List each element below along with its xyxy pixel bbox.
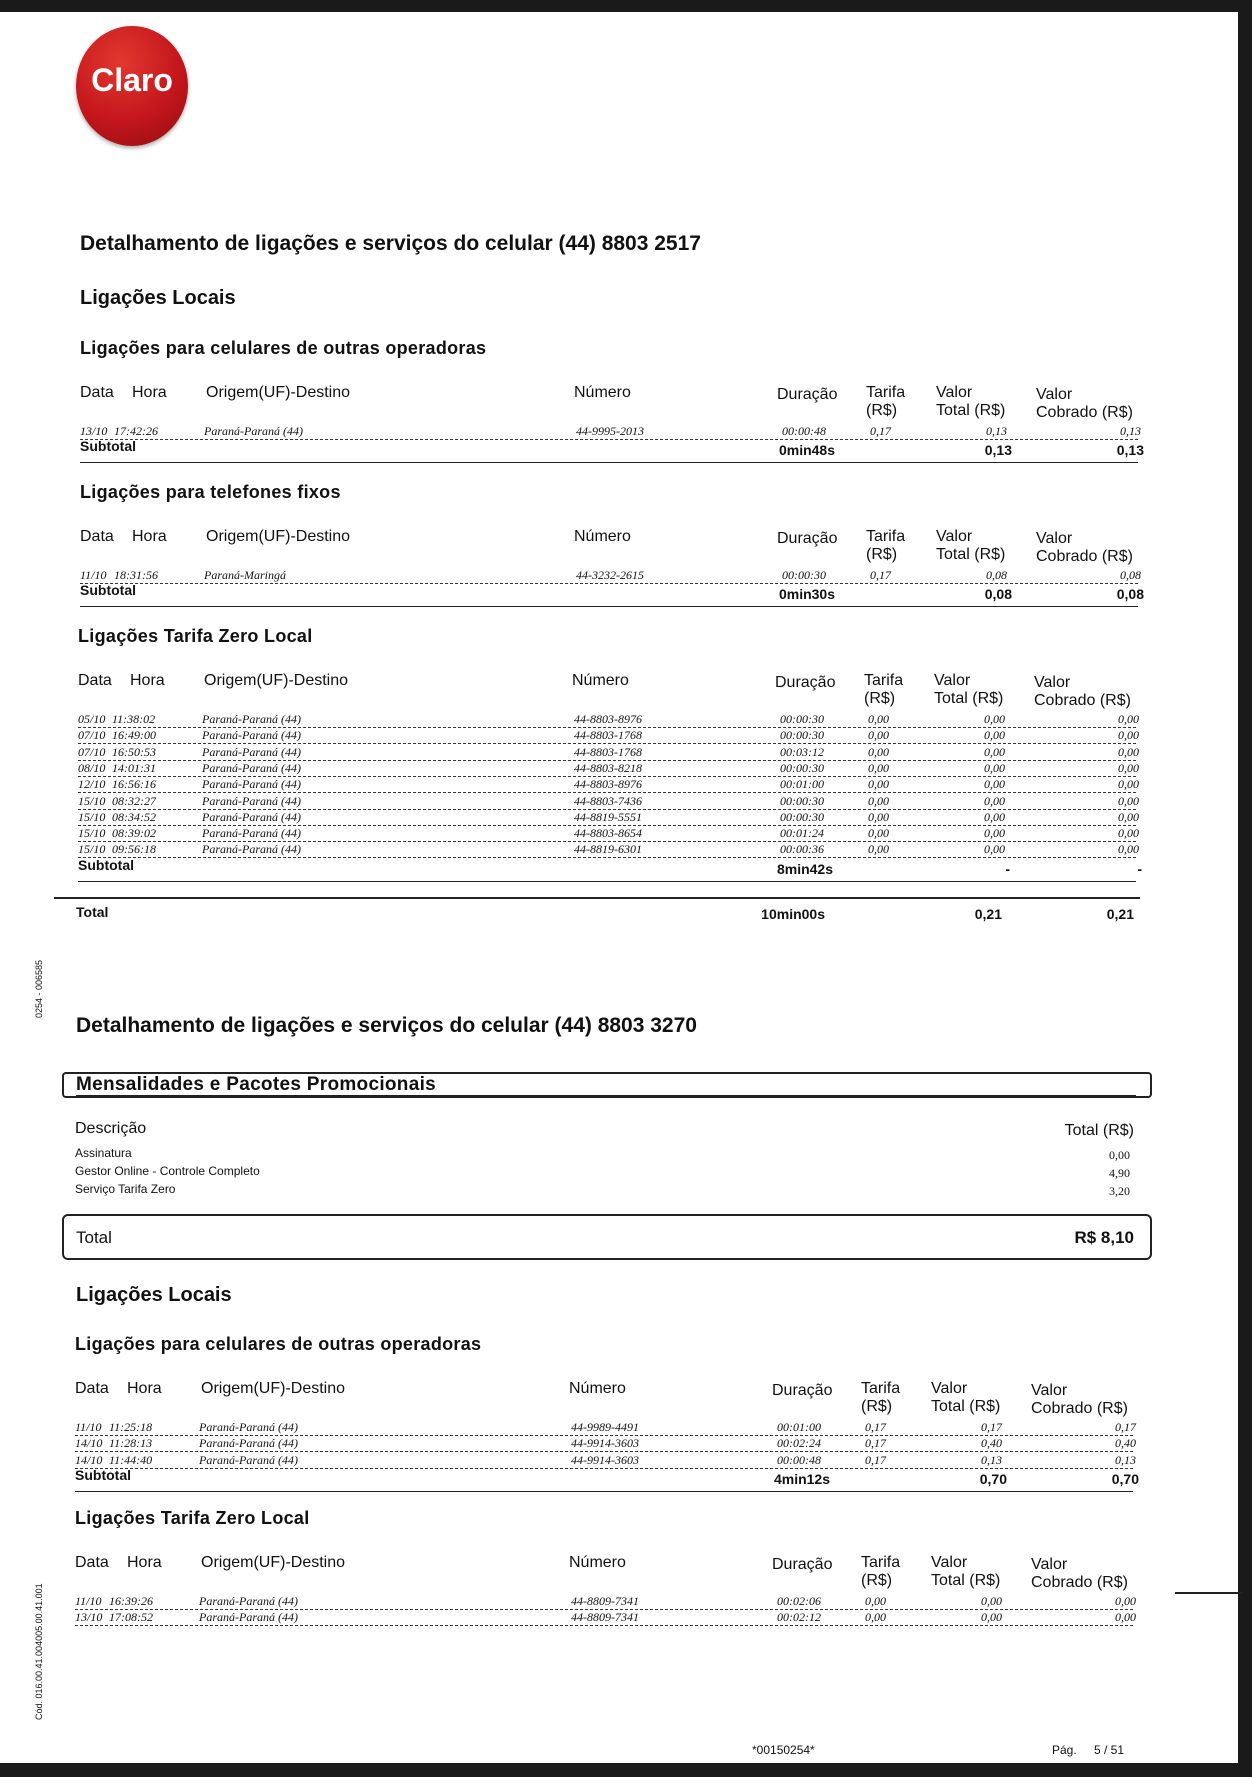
col-hora: Hora — [132, 384, 167, 401]
cell-origem: Paraná-Paraná (44) — [202, 728, 301, 743]
cell-duracao: 00:00:30 — [780, 793, 824, 808]
mensal-item-value: 4,90 — [1109, 1166, 1130, 1180]
col-valor-total-unit: Total (R$) — [936, 402, 1006, 419]
mensal-total-value: R$ 8,10 — [1074, 1228, 1134, 1247]
cell-duracao: 00:01:00 — [777, 1420, 821, 1434]
col-data: Data — [75, 1380, 109, 1397]
subtotal-duracao: 8min42s — [776, 860, 833, 877]
cell-tarifa: 0,17 — [865, 1436, 886, 1451]
col-data: Data — [78, 672, 112, 689]
cell-data: 11/10 — [75, 1420, 102, 1434]
table-row — [78, 760, 1139, 777]
cell-hora: 08:39:02 — [112, 826, 156, 841]
cell-data: 15/10 — [78, 842, 106, 857]
cell-vt: 0,00 — [984, 809, 1005, 824]
cell-duracao: 00:00:36 — [780, 842, 824, 857]
cell-vc: 0,00 — [1118, 809, 1139, 824]
table-row — [75, 1452, 1136, 1469]
sec1-total-duracao: 10min00s — [761, 906, 825, 922]
mensal-item-value: 3,20 — [1109, 1184, 1130, 1198]
col-valor-cobrado: Valor — [1036, 530, 1073, 547]
subtotal-vt: 0,70 — [979, 1470, 1007, 1487]
scan-border-bottom — [0, 1763, 1252, 1777]
cell-numero: 44-8809-7341 — [571, 1610, 639, 1625]
mensal-item-value: 0,00 — [1109, 1148, 1130, 1162]
col-tarifa-unit: (R$) — [866, 546, 898, 563]
section1-local-title: Ligações Locais — [80, 287, 236, 309]
cell-vt: 0,00 — [981, 1610, 1002, 1625]
col-tarifa-unit: (R$) — [861, 1398, 893, 1415]
cell-numero: 44-8803-8654 — [574, 826, 642, 841]
col-valor-total-unit: Total (R$) — [934, 690, 1004, 707]
subtotal-vt: 0,13 — [984, 442, 1012, 459]
total-rule — [54, 897, 1140, 899]
cell-hora: 18:31:56 — [114, 568, 158, 582]
col-tarifa-unit: (R$) — [866, 402, 898, 419]
cell-hora: 08:34:52 — [112, 809, 156, 824]
cell-origem: Paraná-Paraná (44) — [199, 1420, 298, 1434]
cell-origem: Paraná-Paraná (44) — [202, 809, 301, 824]
claro-logo — [76, 26, 188, 146]
cell-tarifa: 0,17 — [865, 1420, 886, 1434]
page-label: Pág. — [1052, 1743, 1077, 1757]
cell-vc: 0,40 — [1115, 1436, 1136, 1451]
cell-vt: 0,17 — [981, 1420, 1002, 1434]
col-duracao: Duração — [772, 1556, 833, 1573]
subtotal-vc: 0,13 — [1116, 442, 1144, 459]
col-valor-cobrado: Valor — [1034, 674, 1071, 691]
page-number: 5 / 51 — [1094, 1743, 1125, 1757]
col-tarifa: Tarifa — [866, 384, 906, 401]
subtotal-duracao: 0min48s — [778, 442, 835, 459]
cell-vc: 0,13 — [1120, 424, 1141, 438]
col-data: Data — [75, 1554, 109, 1571]
cell-tarifa: 0,00 — [865, 1610, 886, 1625]
cell-numero: 44-8803-1768 — [574, 744, 642, 759]
cell-vc: 0,00 — [1118, 760, 1139, 775]
col-origem: Origem(UF)-Destino — [206, 384, 351, 401]
cell-vc: 0,00 — [1115, 1610, 1136, 1625]
cell-hora: 16:56:16 — [112, 777, 156, 792]
col-numero: Número — [572, 672, 629, 689]
cell-data: 07/10 — [78, 744, 106, 759]
col-data: Data — [80, 384, 114, 401]
cell-numero: 44-8803-7436 — [574, 793, 642, 808]
col-valor-cobrado-unit: Cobrado (R$) — [1036, 404, 1133, 421]
table-row — [78, 728, 1139, 744]
cell-vt: 0,13 — [981, 1452, 1002, 1467]
col-duracao: Duração — [777, 530, 838, 547]
section1-title: Detalhamento de ligações e serviços do celular (44) 8803 2517 — [80, 232, 701, 255]
cell-data: 15/10 — [78, 809, 106, 824]
cell-vt: 0,00 — [984, 826, 1005, 841]
cell-data: 08/10 — [78, 760, 106, 775]
subtotal-rule — [80, 462, 1138, 463]
col-valor-cobrado: Valor — [1031, 1556, 1068, 1573]
cell-origem: Paraná-Paraná (44) — [202, 777, 301, 792]
cell-origem: Paraná-Paraná (44) — [199, 1610, 298, 1625]
cell-data: 12/10 — [78, 777, 106, 792]
mensal-total-label: Total — [76, 1228, 112, 1247]
table-row — [75, 1420, 1136, 1436]
cell-duracao: 00:02:24 — [777, 1436, 821, 1451]
cell-tarifa: 0,00 — [868, 760, 889, 775]
cell-origem: Paraná-Paraná (44) — [202, 793, 301, 808]
mensal-item-desc: Assinatura — [75, 1146, 132, 1160]
cell-data: 13/10 — [75, 1610, 103, 1625]
cell-vc: 0,00 — [1118, 744, 1139, 759]
cell-vc: 0,00 — [1115, 1594, 1136, 1608]
col-numero: Número — [574, 528, 631, 545]
table-row — [78, 842, 1139, 858]
subtotal-label: Subtotal — [78, 856, 134, 873]
cell-tarifa: 0,00 — [868, 826, 889, 841]
cell-data: 15/10 — [78, 826, 106, 841]
cell-hora: 09:56:18 — [112, 842, 156, 857]
cell-data: 14/10 — [75, 1452, 103, 1467]
col-tarifa-unit: (R$) — [861, 1572, 893, 1589]
cell-origem: Paraná-Paraná (44) — [199, 1594, 298, 1608]
cell-vt: 0,00 — [984, 777, 1005, 792]
cell-tarifa: 0,00 — [868, 744, 889, 759]
cell-vt: 0,40 — [981, 1436, 1002, 1451]
section2-title: Detalhamento de ligações e serviços do celular (44) 8803 3270 — [76, 1014, 697, 1037]
cell-tarifa: 0,00 — [868, 842, 889, 857]
cell-vc: 0,17 — [1115, 1420, 1136, 1434]
cell-hora: 16:39:26 — [109, 1594, 153, 1608]
cell-vc: 0,13 — [1115, 1452, 1136, 1467]
cell-data: 15/10 — [78, 793, 106, 808]
cell-hora: 11:28:13 — [109, 1436, 153, 1451]
table-row — [75, 1594, 1136, 1610]
cell-tarifa: 0,00 — [868, 793, 889, 808]
cell-numero: 44-9914-3603 — [571, 1436, 639, 1451]
block-title: Ligações para telefones fixos — [80, 482, 341, 502]
cell-data: 05/10 — [78, 712, 106, 726]
mensal-total-box — [62, 1214, 1152, 1260]
cell-vc: 0,00 — [1118, 842, 1139, 857]
cell-numero: 44-3232-2615 — [576, 568, 644, 582]
col-valor-total: Valor — [934, 672, 971, 689]
col-duracao: Duração — [777, 386, 838, 403]
col-tarifa: Tarifa — [864, 672, 904, 689]
cell-origem: Paraná-Paraná (44) — [202, 712, 301, 726]
col-tarifa: Tarifa — [861, 1380, 901, 1397]
cell-vt: 0,13 — [986, 424, 1007, 438]
mensal-item-desc: Gestor Online - Controle Completo — [75, 1164, 260, 1178]
sec1-total-vt: 0,21 — [974, 906, 1002, 922]
col-origem: Origem(UF)-Destino — [204, 672, 349, 689]
cell-hora: 11:25:18 — [109, 1420, 153, 1434]
subtotal-duracao: 0min30s — [778, 586, 835, 603]
cell-origem: Paraná-Paraná (44) — [199, 1436, 298, 1451]
cell-hora: 16:49:00 — [112, 728, 156, 743]
logo-text: Claro — [91, 62, 173, 98]
cell-hora: 17:42:26 — [114, 424, 158, 438]
cell-numero: 44-8803-1768 — [574, 728, 642, 743]
cell-origem: Paraná-Paraná (44) — [199, 1452, 298, 1467]
table-row — [78, 826, 1139, 842]
cell-numero: 44-8803-8976 — [574, 712, 642, 726]
col-origem: Origem(UF)-Destino — [206, 528, 351, 545]
col-duracao: Duração — [772, 1382, 833, 1399]
cell-duracao: 00:01:24 — [780, 826, 824, 841]
cell-vt: 0,00 — [984, 728, 1005, 743]
cell-tarifa: 0,00 — [868, 728, 889, 743]
cell-duracao: 00:01:00 — [780, 777, 824, 792]
cell-duracao: 00:00:48 — [782, 424, 826, 438]
col-valor-total: Valor — [931, 1380, 968, 1397]
cell-data: 14/10 — [75, 1436, 103, 1451]
edge-mark — [1175, 1592, 1243, 1594]
table-row — [78, 712, 1139, 728]
cell-hora: 16:50:53 — [112, 744, 156, 759]
col-hora: Hora — [127, 1554, 162, 1571]
cell-origem: Paraná-Paraná (44) — [202, 826, 301, 841]
block-title: Ligações Tarifa Zero Local — [78, 626, 313, 646]
col-numero: Número — [574, 384, 631, 401]
cell-data: 11/10 — [80, 568, 107, 582]
cell-duracao: 00:02:12 — [777, 1610, 821, 1625]
col-valor-cobrado-unit: Cobrado (R$) — [1036, 548, 1133, 565]
cell-duracao: 00:03:12 — [780, 744, 824, 759]
cell-vc: 0,00 — [1118, 728, 1139, 743]
cell-tarifa: 0,17 — [870, 568, 891, 582]
cell-numero: 44-9914-3603 — [571, 1452, 639, 1467]
subtotal-vt: - — [1005, 860, 1010, 877]
col-hora: Hora — [127, 1380, 162, 1397]
section2-local-title: Ligações Locais — [76, 1284, 232, 1306]
table-row — [78, 809, 1139, 826]
cell-vc: 0,00 — [1118, 793, 1139, 808]
cell-numero: 44-9989-4491 — [571, 1420, 639, 1434]
cell-duracao: 00:00:30 — [780, 712, 824, 726]
cell-vt: 0,00 — [981, 1594, 1002, 1608]
table-row — [80, 568, 1141, 584]
cell-numero: 44-8819-6301 — [574, 842, 642, 857]
cell-vt: 0,00 — [984, 712, 1005, 726]
table-row — [78, 793, 1139, 810]
cell-vt: 0,08 — [986, 568, 1007, 582]
subtotal-label: Subtotal — [80, 582, 136, 599]
cell-numero: 44-8803-8218 — [574, 760, 642, 775]
subtotal-label: Subtotal — [80, 438, 136, 455]
mensal-title: Mensalidades e Pacotes Promocionais — [76, 1074, 437, 1095]
col-numero: Número — [569, 1380, 626, 1397]
col-duracao: Duração — [775, 674, 836, 691]
col-data: Data — [80, 528, 114, 545]
col-numero: Número — [569, 1554, 626, 1571]
col-valor-total-unit: Total (R$) — [931, 1398, 1001, 1415]
cell-duracao: 00:02:06 — [777, 1594, 821, 1608]
col-valor-total: Valor — [936, 528, 973, 545]
cell-tarifa: 0,00 — [865, 1594, 886, 1608]
cell-numero: 44-8803-8976 — [574, 777, 642, 792]
cell-origem: Paraná-Maringá — [204, 568, 286, 582]
cell-duracao: 00:00:30 — [780, 809, 824, 824]
col-origem: Origem(UF)-Destino — [201, 1554, 346, 1571]
col-valor-total-unit: Total (R$) — [931, 1572, 1001, 1589]
cell-origem: Paraná-Paraná (44) — [202, 760, 301, 775]
cell-numero: 44-8809-7341 — [571, 1594, 639, 1608]
cell-duracao: 00:00:48 — [777, 1452, 821, 1467]
cell-origem: Paraná-Paraná (44) — [202, 842, 301, 857]
scan-border-top — [0, 0, 1252, 12]
col-tarifa: Tarifa — [861, 1554, 901, 1571]
col-hora: Hora — [130, 672, 165, 689]
cell-hora: 14:01:31 — [112, 760, 156, 775]
table-row — [78, 777, 1139, 793]
cell-duracao: 00:00:30 — [780, 728, 824, 743]
sec1-total-label: Total — [76, 904, 109, 920]
cell-duracao: 00:00:30 — [782, 568, 826, 582]
mensal-total-header: Total (R$) — [1064, 1122, 1134, 1139]
col-valor-cobrado-unit: Cobrado (R$) — [1031, 1400, 1128, 1417]
subtotal-vc: 0,08 — [1116, 586, 1144, 603]
cell-hora: 11:38:02 — [112, 712, 156, 726]
cell-hora: 17:08:52 — [109, 1610, 153, 1625]
mensal-item-desc: Serviço Tarifa Zero — [75, 1182, 176, 1196]
cell-vc: 0,00 — [1118, 777, 1139, 792]
cell-tarifa: 0,17 — [865, 1452, 886, 1467]
col-valor-cobrado-unit: Cobrado (R$) — [1031, 1574, 1128, 1591]
side-code-2: Cód. 016.00.41.004005.00.41.001 — [34, 1583, 44, 1720]
barcode-number: *00150254* — [752, 1743, 815, 1757]
subtotal-rule — [80, 606, 1138, 607]
table-row — [80, 424, 1141, 440]
subtotal-vc: 0,70 — [1111, 1470, 1139, 1487]
mensal-desc-header: Descrição — [75, 1120, 147, 1137]
col-valor-cobrado: Valor — [1031, 1382, 1068, 1399]
cell-vt: 0,00 — [984, 760, 1005, 775]
cell-hora: 08:32:27 — [112, 793, 156, 808]
cell-data: 11/10 — [75, 1594, 102, 1608]
cell-origem: Paraná-Paraná (44) — [202, 744, 301, 759]
subtotal-vt: 0,08 — [984, 586, 1012, 603]
cell-hora: 11:44:40 — [109, 1452, 153, 1467]
cell-vt: 0,00 — [984, 793, 1005, 808]
subtotal-rule — [75, 1491, 1133, 1492]
cell-data: 07/10 — [78, 728, 106, 743]
cell-tarifa: 0,00 — [868, 777, 889, 792]
table-row — [75, 1436, 1136, 1452]
cell-tarifa: 0,00 — [868, 712, 889, 726]
cell-duracao: 00:00:30 — [780, 760, 824, 775]
cell-numero: 44-9995-2013 — [576, 424, 644, 438]
cell-vt: 0,00 — [984, 842, 1005, 857]
block-title: Ligações para celulares de outras operadoras — [75, 1334, 482, 1354]
cell-origem: Paraná-Paraná (44) — [204, 424, 303, 438]
col-valor-cobrado: Valor — [1036, 386, 1073, 403]
cell-data: 13/10 — [80, 424, 108, 438]
subtotal-label: Subtotal — [75, 1466, 131, 1483]
sec1-total-vc: 0,21 — [1106, 906, 1134, 922]
cell-tarifa: 0,00 — [868, 809, 889, 824]
block-title: Ligações para celulares de outras operadoras — [80, 338, 487, 358]
subtotal-duracao: 4min12s — [773, 1470, 830, 1487]
col-tarifa: Tarifa — [866, 528, 906, 545]
table-row — [78, 744, 1139, 761]
cell-tarifa: 0,17 — [870, 424, 891, 438]
mensal-title-box — [62, 1072, 1152, 1098]
block-title: Ligações Tarifa Zero Local — [75, 1508, 310, 1528]
col-valor-total: Valor — [931, 1554, 968, 1571]
col-origem: Origem(UF)-Destino — [201, 1380, 346, 1397]
table-row — [75, 1610, 1136, 1626]
cell-vc: 0,00 — [1118, 826, 1139, 841]
col-valor-total-unit: Total (R$) — [936, 546, 1006, 563]
col-hora: Hora — [132, 528, 167, 545]
col-valor-cobrado-unit: Cobrado (R$) — [1034, 692, 1131, 709]
subtotal-rule — [78, 881, 1136, 882]
cell-numero: 44-8819-5551 — [574, 809, 642, 824]
col-valor-total: Valor — [936, 384, 973, 401]
side-code: 0254 - 006585 — [34, 959, 44, 1018]
scan-border-right — [1238, 0, 1252, 1777]
cell-vt: 0,00 — [984, 744, 1005, 759]
subtotal-vc: - — [1137, 860, 1142, 877]
mensal-title-underline — [76, 1095, 1136, 1096]
cell-vc: 0,08 — [1120, 568, 1141, 582]
cell-vc: 0,00 — [1118, 712, 1139, 726]
col-tarifa-unit: (R$) — [864, 690, 896, 707]
